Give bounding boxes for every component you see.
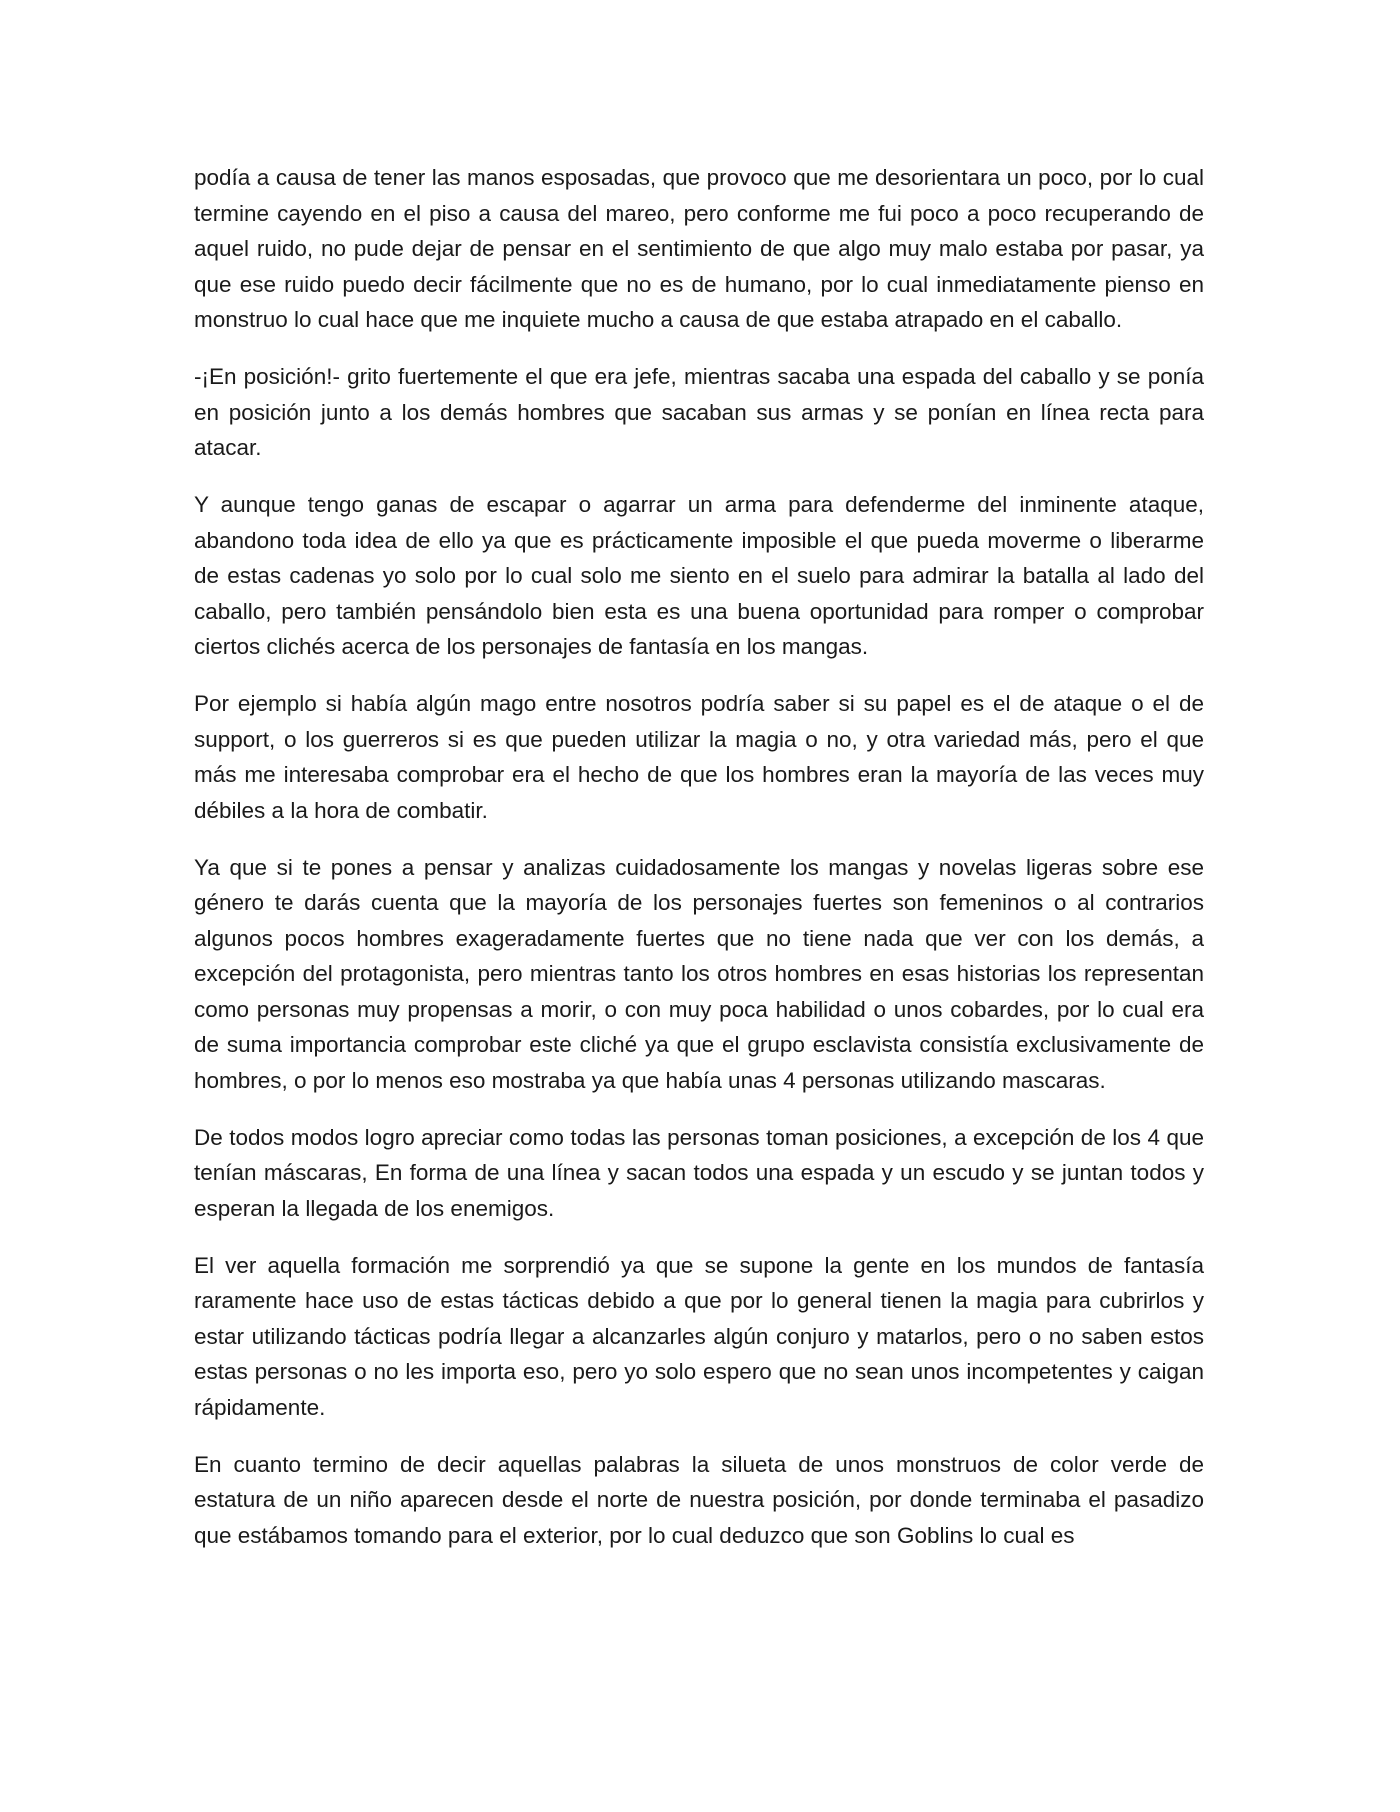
paragraph: De todos modos logro apreciar como todas las personas toman posiciones, a excepción de los 4 que tenían máscaras, En forma de una línea y sacan todos una espada y un escudo y se juntan todos y esperan la llegada de los enemigos.: [194, 1124, 1204, 1221]
paragraph: El ver aquella formación me sorprendió ya que se supone la gente en los mundos de fantasía raramente hace uso de estas tácticas debido a que por lo general tienen la magia para cubrirlos y estar utilizando tácticas podría llegar a alcanzarles algún conjuro y matarlos, pero o no saben estos estas personas o no les importa eso, pero yo solo espero que no sean unos incompetentes y caigan rápidamente.: [194, 1252, 1204, 1420]
paragraph: Ya que si te pones a pensar y analizas cuidadosamente los mangas y novelas ligeras sobre ese género te darás cuenta que la mayoría de los personajes fuertes son femeninos o al contrarios algunos pocos hombres exageradamente fuertes que no tiene nada que ver con los demás, a excepción del protagonista, pero mientras tanto los otros hombres en esas historias los representan como personas muy propensas a morir, o con muy poca habilidad o unos cobardes, por lo cual era de suma importancia comprobar este cliché ya que el grupo esclavista consistía exclusivamente de hombres, o por lo menos eso mostraba ya que había unas 4 personas utilizando mascaras.: [194, 854, 1204, 1093]
paragraph: Y aunque tengo ganas de escapar o agarrar un arma para defenderme del inminente ataque, abandono toda idea de ello ya que es prácticamente imposible el que pueda moverme o liberarme de estas cadenas yo solo por lo cual solo me siento en el suelo para admirar la batalla al lado del caballo, pero también pensándolo bien esta es una buena oportunidad para romper o comprobar ciertos clichés acerca de los personajes de fantasía en los mangas.: [194, 492, 1204, 659]
paragraph: Por ejemplo si había algún mago entre nosotros podría saber si su papel es el de ataque o el de support, o los guerreros si es que pueden utilizar la magia o no, y otra variedad más, pero el que más me interesaba comprobar era el hecho de que los hombres eran la mayoría de las veces muy débiles a la hora de combatir.: [194, 691, 1204, 823]
paragraph: podía a causa de tener las manos esposadas, que provoco que me desorientara un poco, por lo cual termine cayendo en el piso a causa del mareo, pero conforme me fui poco a poco recuperando de aquel ruido, no pude dejar de pensar en el sentimiento de que algo muy malo estaba por pasar, ya que ese ruido puedo decir fácilmente que no es de humano, por lo cual inmediatamente pienso en monstruo lo cual hace que me inquiete mucho a causa de que estaba atrapado en el caballo.: [194, 165, 1204, 332]
paragraph: -¡En posición!- grito fuertemente el que era jefe, mientras sacaba una espada del caballo y se ponía en posición junto a los demás hombres que sacaban sus armas y se ponían en línea recta para atacar.: [194, 364, 1204, 460]
document-body: [194, 160, 1204, 1575]
paragraph: En cuanto termino de decir aquellas palabras la silueta de unos monstruos de color verde de estatura de un niño aparecen desde el norte de nuestra posición, por donde terminaba el pasadizo que estábamos tomando para el exterior, por lo cual deduzco que son Goblins lo cual es: [194, 1451, 1204, 1548]
